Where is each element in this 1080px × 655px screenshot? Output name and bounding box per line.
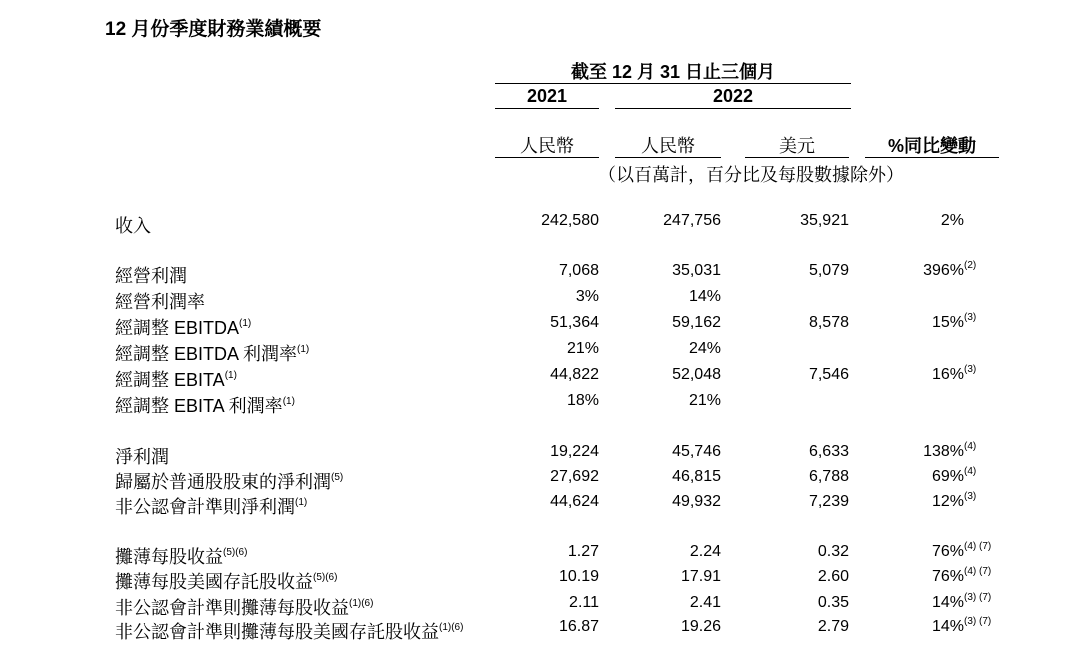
cell-yoy-change xyxy=(860,212,976,230)
cell-rmb-2022-text: 14% xyxy=(688,288,721,305)
page-title: 12 月份季度財務業績概要 xyxy=(105,19,322,40)
cell-rmb-2022 xyxy=(615,568,721,586)
currency-underline-3 xyxy=(745,157,849,158)
cell-rmb-2021-text: 7,068 xyxy=(558,262,599,279)
cell-rmb-2021 xyxy=(495,392,599,410)
cell-rmb-2021 xyxy=(495,568,599,586)
cell-yoy-change-text: 2% xyxy=(940,212,964,229)
row-label-text: 經調整 EBITDA xyxy=(115,318,240,338)
cell-rmb-2021 xyxy=(495,366,599,384)
year-2021-header: 2021 xyxy=(526,86,568,106)
footnote-marker: (5) xyxy=(331,472,344,483)
cell-rmb-2022-text: 52,048 xyxy=(672,366,721,383)
cell-rmb-2022-text: 45,746 xyxy=(672,443,721,460)
cell-yoy-change xyxy=(860,465,977,486)
cell-rmb-2022 xyxy=(615,314,721,332)
cell-rmb-2022-text: 2.24 xyxy=(689,543,721,560)
cell-yoy-change-text: 14% xyxy=(931,594,964,611)
footnote-marker: (1) xyxy=(239,318,252,329)
yoy-change-header: %同比變動 xyxy=(887,136,976,156)
cell-yoy-change xyxy=(860,615,992,636)
cell-rmb-2021 xyxy=(495,443,599,461)
units-note: （以百萬計，百分比及每股數據除外） xyxy=(598,165,904,185)
footnote-marker: (3) (7) xyxy=(964,591,992,603)
cell-yoy-change xyxy=(860,565,992,586)
cell-yoy-change-text: 15% xyxy=(931,314,964,331)
footnote-marker: (1) xyxy=(295,497,308,508)
footnote-marker: (4) xyxy=(964,440,977,452)
footnote-marker: (3) xyxy=(964,363,977,375)
cell-yoy-change xyxy=(860,591,992,612)
cell-rmb-2021-text: 3% xyxy=(575,288,599,305)
cell-usd-2022 xyxy=(745,468,849,486)
cell-rmb-2021-text: 44,822 xyxy=(550,366,599,383)
cell-rmb-2021-text: 242,580 xyxy=(541,212,599,229)
row-label xyxy=(115,314,251,340)
currency-underline-1 xyxy=(495,157,599,158)
row-label xyxy=(115,340,309,366)
cell-rmb-2022 xyxy=(615,392,721,410)
currency-usd: 美元 xyxy=(779,136,815,156)
cell-usd-2022-text: 6,788 xyxy=(808,468,849,485)
cell-usd-2022 xyxy=(745,262,849,280)
cell-yoy-change xyxy=(860,440,977,461)
row-label xyxy=(115,568,337,594)
cell-rmb-2022-text: 24% xyxy=(688,340,721,357)
cell-yoy-change xyxy=(860,259,977,280)
footnote-marker: (3) (7) xyxy=(964,615,992,627)
row-label-text: 經營利潤 xyxy=(115,266,187,286)
cell-rmb-2022 xyxy=(615,366,721,384)
cell-yoy-change-text: 76% xyxy=(931,543,964,560)
footnote-marker: (1)(6) xyxy=(349,598,374,609)
currency-underline-2 xyxy=(615,157,721,158)
cell-rmb-2022-text: 19.26 xyxy=(680,618,721,635)
footnote-marker: (3) xyxy=(964,311,977,323)
row-label-text: 經營利潤率 xyxy=(115,292,205,312)
cell-usd-2022 xyxy=(745,366,849,384)
cell-rmb-2022-text: 2.41 xyxy=(689,594,721,611)
cell-yoy-change-text: 14% xyxy=(931,618,964,635)
footnote-marker: (1)(6) xyxy=(439,622,464,633)
cell-usd-2022 xyxy=(745,443,849,461)
row-label-text: 收入 xyxy=(115,216,151,236)
row-label-text: 經調整 EBITDA 利潤率 xyxy=(115,344,298,364)
footnote-marker: (1) xyxy=(224,370,237,381)
cell-rmb-2022-text: 21% xyxy=(688,392,721,409)
period-header: 截至 12 月 31 日止三個月 xyxy=(570,62,776,82)
cell-yoy-change xyxy=(860,363,977,384)
cell-rmb-2021 xyxy=(495,543,599,561)
cell-rmb-2021-text: 1.27 xyxy=(567,543,599,560)
cell-rmb-2022-text: 35,031 xyxy=(672,262,721,279)
cell-rmb-2022 xyxy=(615,594,721,612)
row-label-text: 非公認會計準則攤薄每股收益 xyxy=(115,598,349,618)
footnote-marker: (5)(6) xyxy=(223,547,248,558)
row-label xyxy=(115,618,463,644)
row-label-text: 攤薄每股美國存託股收益 xyxy=(115,572,313,592)
currency-underline-4 xyxy=(865,157,999,158)
row-label xyxy=(115,288,205,314)
cell-yoy-change-text: 396% xyxy=(923,262,964,279)
year-2021-underline xyxy=(495,108,599,109)
footnote-marker: (4) (7) xyxy=(964,565,992,577)
cell-rmb-2021 xyxy=(495,262,599,280)
row-label-text: 攤薄每股收益 xyxy=(115,547,223,567)
cell-rmb-2021 xyxy=(495,212,599,230)
cell-rmb-2021-text: 10.19 xyxy=(558,568,599,585)
cell-rmb-2022-text: 59,162 xyxy=(672,314,721,331)
cell-rmb-2021-text: 51,364 xyxy=(550,314,599,331)
cell-usd-2022-text: 2.60 xyxy=(817,568,849,585)
cell-rmb-2022 xyxy=(615,288,721,306)
cell-usd-2022-text: 7,546 xyxy=(808,366,849,383)
row-label-text: 非公認會計準則攤薄每股美國存託股收益 xyxy=(115,622,439,642)
row-label-text: 淨利潤 xyxy=(115,447,169,467)
cell-rmb-2022-text: 46,815 xyxy=(672,468,721,485)
cell-rmb-2021 xyxy=(495,340,599,358)
cell-rmb-2021 xyxy=(495,314,599,332)
cell-yoy-change xyxy=(860,288,976,306)
cell-usd-2022-text: 7,239 xyxy=(808,493,849,510)
year-2022-underline xyxy=(615,108,851,109)
footnote-marker: (4) (7) xyxy=(964,540,992,552)
row-label xyxy=(115,468,343,494)
period-underline xyxy=(495,83,851,84)
row-label xyxy=(115,443,169,469)
cell-yoy-change xyxy=(860,540,992,561)
cell-rmb-2021 xyxy=(495,594,599,612)
cell-usd-2022 xyxy=(745,594,849,612)
footnote-marker: (1) xyxy=(282,396,295,407)
row-label-text: 經調整 EBITA 利潤率 xyxy=(115,396,283,416)
cell-rmb-2021-text: 44,624 xyxy=(550,493,599,510)
cell-usd-2022-text: 2.79 xyxy=(817,618,849,635)
cell-rmb-2021-text: 2.11 xyxy=(569,594,599,611)
footnote-marker: (3) xyxy=(964,490,977,502)
footnote-marker: (5)(6) xyxy=(313,572,338,583)
cell-usd-2022-text: 0.35 xyxy=(817,594,849,611)
cell-rmb-2022-text: 247,756 xyxy=(663,212,721,229)
cell-yoy-change-text: 16% xyxy=(931,366,964,383)
row-label xyxy=(115,366,237,392)
cell-yoy-change xyxy=(860,340,976,358)
cell-usd-2022 xyxy=(745,314,849,332)
cell-usd-2022 xyxy=(745,618,849,636)
cell-usd-2022-text: 5,079 xyxy=(808,262,849,279)
cell-rmb-2021 xyxy=(495,493,599,511)
row-label xyxy=(115,543,247,569)
row-label xyxy=(115,493,307,519)
currency-rmb-2022: 人民幣 xyxy=(641,136,695,156)
cell-rmb-2021-text: 16.87 xyxy=(558,618,599,635)
cell-rmb-2021-text: 27,692 xyxy=(550,468,599,485)
year-2022-header: 2022 xyxy=(712,86,754,106)
footnote-marker: (2) xyxy=(964,259,977,271)
cell-rmb-2021-text: 18% xyxy=(566,392,599,409)
cell-usd-2022 xyxy=(745,493,849,511)
cell-yoy-change-text: 12% xyxy=(931,493,964,510)
cell-yoy-change xyxy=(860,311,977,332)
cell-usd-2022 xyxy=(745,212,849,230)
cell-rmb-2022-text: 17.91 xyxy=(680,568,721,585)
cell-rmb-2022 xyxy=(615,340,721,358)
cell-rmb-2022 xyxy=(615,618,721,636)
cell-rmb-2022 xyxy=(615,543,721,561)
row-label-text: 歸屬於普通股股東的淨利潤 xyxy=(115,472,331,492)
row-label xyxy=(115,392,295,418)
cell-yoy-change-text: 69% xyxy=(931,468,964,485)
currency-rmb-2021: 人民幣 xyxy=(520,136,574,156)
cell-usd-2022-text: 0.32 xyxy=(817,543,849,560)
cell-rmb-2021-text: 19,224 xyxy=(550,443,599,460)
cell-rmb-2021 xyxy=(495,288,599,306)
cell-rmb-2022-text: 49,932 xyxy=(672,493,721,510)
row-label-text: 經調整 EBITA xyxy=(115,370,225,390)
cell-rmb-2022 xyxy=(615,493,721,511)
row-label xyxy=(115,262,187,288)
cell-rmb-2022 xyxy=(615,468,721,486)
cell-rmb-2022 xyxy=(615,443,721,461)
cell-usd-2022 xyxy=(745,568,849,586)
cell-rmb-2022 xyxy=(615,262,721,280)
cell-usd-2022-text: 6,633 xyxy=(808,443,849,460)
footnote-marker: (1) xyxy=(297,344,310,355)
cell-usd-2022-text: 35,921 xyxy=(800,212,849,229)
row-label-text: 非公認會計準則淨利潤 xyxy=(115,497,295,517)
cell-yoy-change xyxy=(860,490,977,511)
footnote-marker: (4) xyxy=(964,465,977,477)
cell-yoy-change-text: 76% xyxy=(931,568,964,585)
row-label xyxy=(115,212,151,238)
cell-rmb-2022 xyxy=(615,212,721,230)
cell-usd-2022-text: 8,578 xyxy=(808,314,849,331)
cell-usd-2022 xyxy=(745,543,849,561)
row-label xyxy=(115,594,373,620)
cell-rmb-2021-text: 21% xyxy=(566,340,599,357)
cell-rmb-2021 xyxy=(495,618,599,636)
cell-rmb-2021 xyxy=(495,468,599,486)
cell-yoy-change xyxy=(860,392,976,410)
cell-yoy-change-text: 138% xyxy=(923,443,964,460)
